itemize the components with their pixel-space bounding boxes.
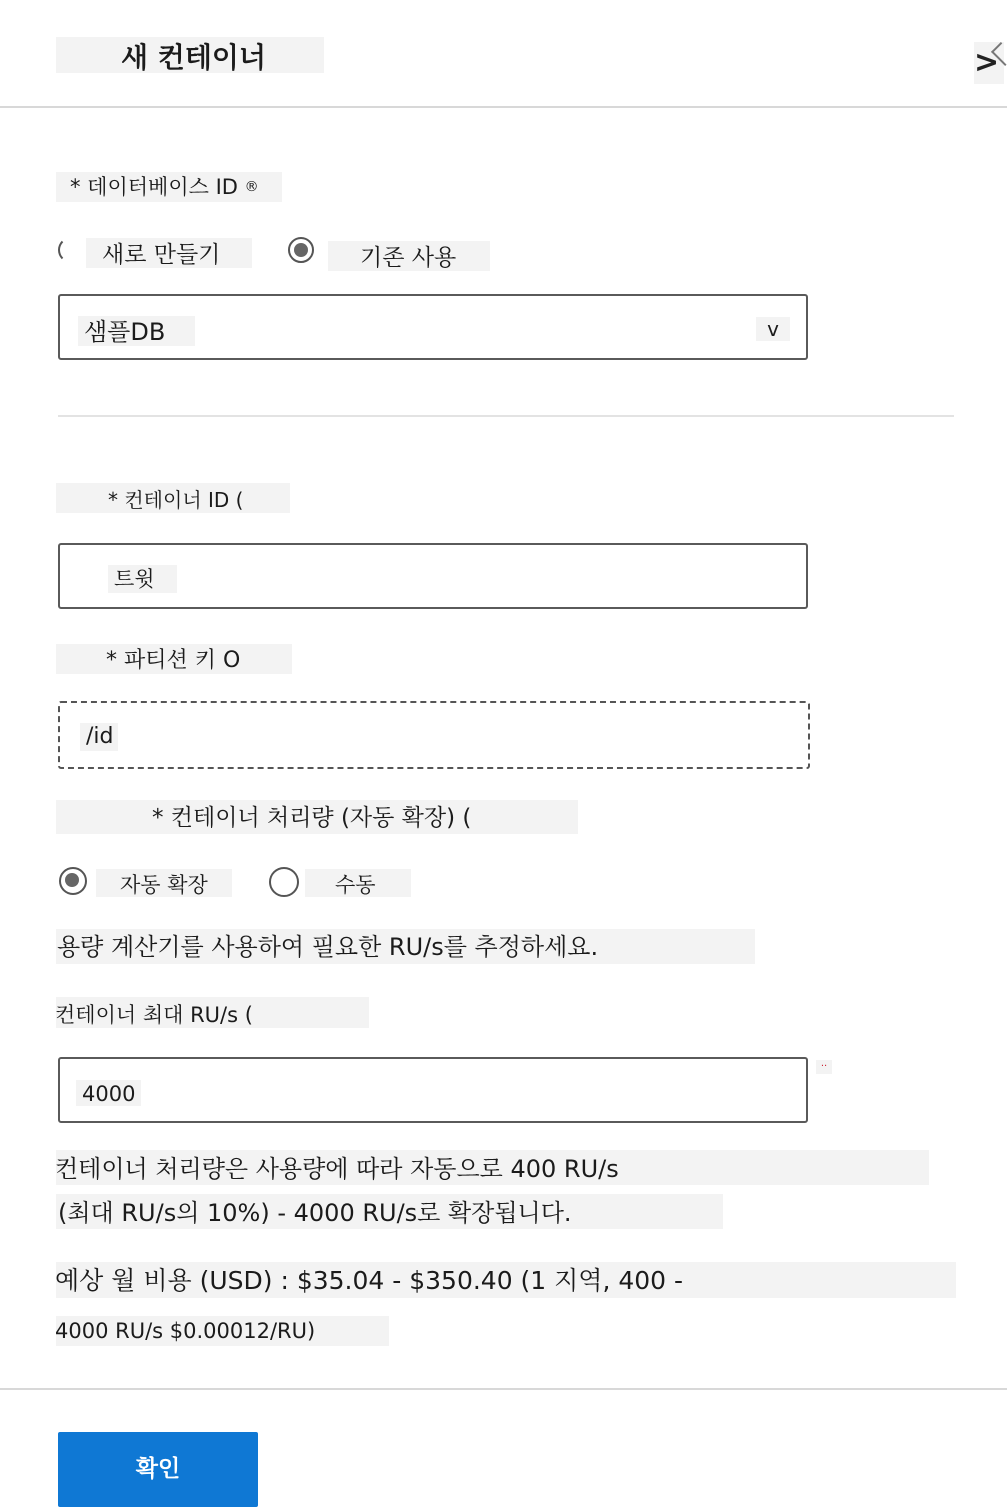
header-divider (0, 106, 1007, 108)
radio-use-existing[interactable] (288, 237, 314, 263)
autoscale-description-2: (최대 RU/s의 10%) - 4000 RU/s로 확장됩니다. (58, 1199, 572, 1227)
radio-create-new[interactable] (58, 237, 84, 263)
ok-button[interactable]: 확인 (58, 1432, 258, 1507)
container-id-value: 트윗 (108, 565, 177, 593)
radio-manual-label[interactable]: 수동 (335, 873, 376, 897)
estimated-cost-line-1: 예상 월 비용 (USD) : $35.04 - $350.40 (1 지역, 400 - (55, 1266, 684, 1295)
section-divider (58, 415, 954, 417)
capacity-calculator-link[interactable]: 용량 계산기를 사용하여 필요한 RU/s를 추정하세요. (57, 933, 599, 961)
warning-icon: ·· (816, 1060, 832, 1074)
radio-manual[interactable] (269, 867, 299, 897)
database-select-value: 샘플DB (78, 316, 195, 346)
close-symbol: > (974, 45, 1000, 80)
footer-divider (0, 1388, 1007, 1390)
partition-key-value: /id (80, 723, 118, 751)
radio-autoscale-label[interactable]: 자동 확장 (120, 873, 208, 897)
radio-create-new-label[interactable]: 새로 만들기 (102, 242, 221, 268)
max-ru-input[interactable] (58, 1057, 808, 1123)
panel-title: 새 컨테이너 (121, 41, 266, 74)
max-ru-value: 4000 (76, 1080, 141, 1106)
partition-key-label: * 파티션 키 O (106, 648, 241, 673)
database-id-label (70, 172, 259, 202)
close-icon[interactable] (974, 42, 1004, 84)
chevron-down-icon[interactable]: v (756, 317, 790, 341)
container-id-label: * 컨테이너 ID ( (108, 488, 244, 512)
database-select[interactable] (58, 294, 808, 360)
container-id-input[interactable] (58, 543, 808, 609)
database-id-label-text: * 데이터베이스 ID (70, 175, 238, 199)
estimated-cost-line-2: 4000 RU/s $0.00012/RU) (55, 1319, 316, 1343)
info-icon[interactable]: ® (244, 179, 259, 195)
autoscale-description-1: 컨테이너 처리량은 사용량에 따라 자동으로 400 RU/s (55, 1155, 619, 1183)
radio-use-existing-label[interactable]: 기존 사용 (360, 245, 457, 271)
partition-key-input[interactable] (58, 701, 810, 769)
throughput-label: * 컨테이너 처리량 (자동 확장) ( (152, 805, 472, 831)
radio-autoscale[interactable] (59, 867, 87, 895)
max-ru-label: 컨테이너 최대 RU/s ( (55, 1003, 253, 1027)
